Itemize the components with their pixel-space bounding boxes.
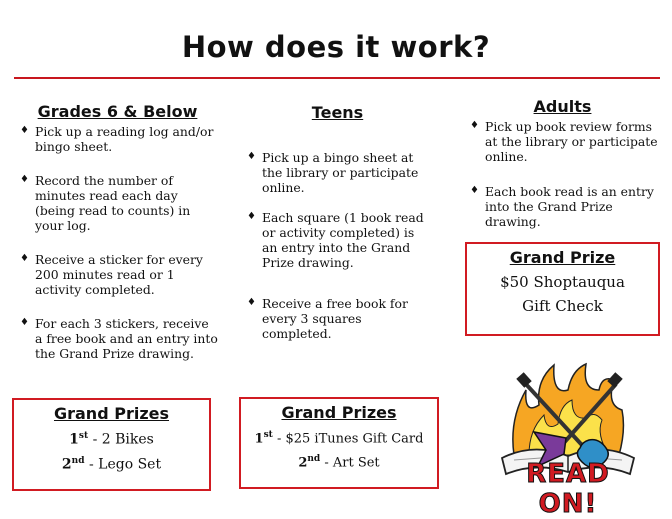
title-divider [14,77,660,79]
guitars-book-flames-icon [494,360,642,519]
first-prize: 1st - 2 Bikes [69,431,154,448]
list-item: ♦ Each book read is an entry into the Grand Prize drawing. [470,184,660,229]
prize-heading: Grand Prize [509,248,616,267]
list-item: ♦ Receive a sticker for every 200 minutes read or 1 activity completed. [20,252,220,297]
prize-line: $50 Shoptauqua [500,273,625,291]
read-on-text: READ ON! [526,459,610,519]
page-title: How does it work? [181,30,491,64]
list-item: ♦ Pick up a bingo sheet at the library or participate online. [247,150,432,195]
list-item: ♦ Pick up book review forms at the library or participate online. [470,119,660,164]
list-item: ♦ Pick up a reading log and/or bingo sheet. [20,124,220,154]
second-prize: 2nd - Lego Set [61,455,162,473]
grades-heading: Grades 6 & Below [37,102,198,121]
adults-prize-box [465,242,660,336]
grades-list [20,124,220,380]
list-item: ♦ Record the number of minutes read each day (being read to counts) in your log. [20,173,220,233]
list-item: ♦ Each square (1 book read or activity completed) is an entry into the Grand Prize drawing. [247,210,432,270]
second-prize: 2nd - Art Set [298,454,380,471]
prize-line: Gift Check [522,297,603,315]
adults-list [470,119,660,248]
teens-heading: Teens [311,103,364,122]
prize-heading: Grand Prizes [53,404,170,423]
teens-list [247,150,432,360]
teens-prize-box [239,397,439,489]
first-prize: 1st - $25 iTunes Gift Card [254,430,424,447]
prize-heading: Grand Prizes [281,403,397,422]
list-item: ♦ For each 3 stickers, receive a free book and an entry into the Grand Prize drawing. [20,316,220,361]
list-item: ♦ Receive a free book for every 3 squares completed. [247,296,432,341]
grades-prize-box [12,398,211,491]
adults-heading: Adults [533,97,592,116]
